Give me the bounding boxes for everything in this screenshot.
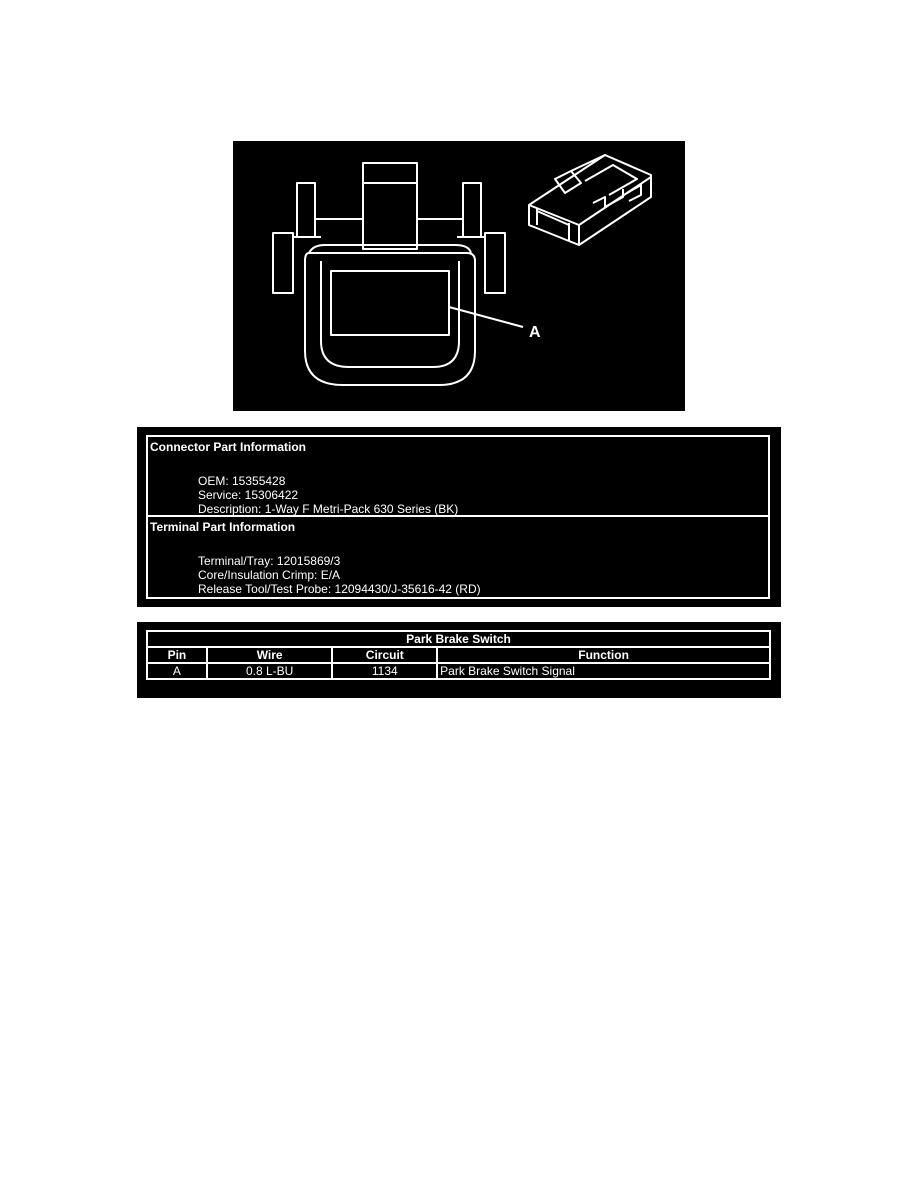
isometric-connector xyxy=(529,155,651,245)
cell-circuit: 1134 xyxy=(332,663,437,679)
header-wire: Wire xyxy=(207,647,333,663)
cell-wire: 0.8 L-BU xyxy=(207,663,333,679)
connector-drawing xyxy=(233,141,685,411)
header-pin: Pin xyxy=(147,647,207,663)
terminal-part-info-heading: Terminal Part Information xyxy=(150,520,296,534)
pinout-header-row xyxy=(147,647,770,663)
callout-line xyxy=(449,307,523,327)
connector-description: Description: 1-Way F Metri-Pack 630 Series (BK) xyxy=(198,502,459,516)
terminal-tray: Terminal/Tray: 12015869/3 xyxy=(198,554,341,568)
terminal-cavity xyxy=(331,271,449,335)
core-insulation-crimp: Core/Insulation Crimp: E/A xyxy=(198,568,341,582)
header-function: Function xyxy=(437,647,770,663)
callout-label-a: A xyxy=(529,324,541,341)
part-information-panel xyxy=(137,427,781,607)
terminal-part-info xyxy=(146,515,770,599)
right-outer-latch xyxy=(485,233,505,293)
connector-part-info-heading: Connector Part Information xyxy=(150,440,307,454)
left-post xyxy=(297,183,315,237)
pinout-table xyxy=(146,630,771,680)
left-outer-latch xyxy=(273,233,293,293)
table-row xyxy=(147,663,770,679)
center-latch-body xyxy=(363,183,417,249)
cell-pin: A xyxy=(147,663,207,679)
right-post xyxy=(463,183,481,237)
connector-oem: OEM: 15355428 xyxy=(198,474,286,488)
connector-part-info-lines xyxy=(198,474,458,516)
cell-function: Park Brake Switch Signal xyxy=(437,663,770,679)
pinout-title: Park Brake Switch xyxy=(147,631,770,647)
connector-illustration xyxy=(233,141,685,411)
release-tool: Release Tool/Test Probe: 12094430/J-35616-42 (RD) xyxy=(198,582,481,596)
header-circuit: Circuit xyxy=(332,647,437,663)
connector-service: Service: 15306422 xyxy=(198,488,299,502)
terminal-part-info-lines xyxy=(198,554,481,596)
center-latch-top xyxy=(363,163,417,183)
connector-part-info xyxy=(146,435,770,517)
pinout-panel xyxy=(137,622,781,698)
